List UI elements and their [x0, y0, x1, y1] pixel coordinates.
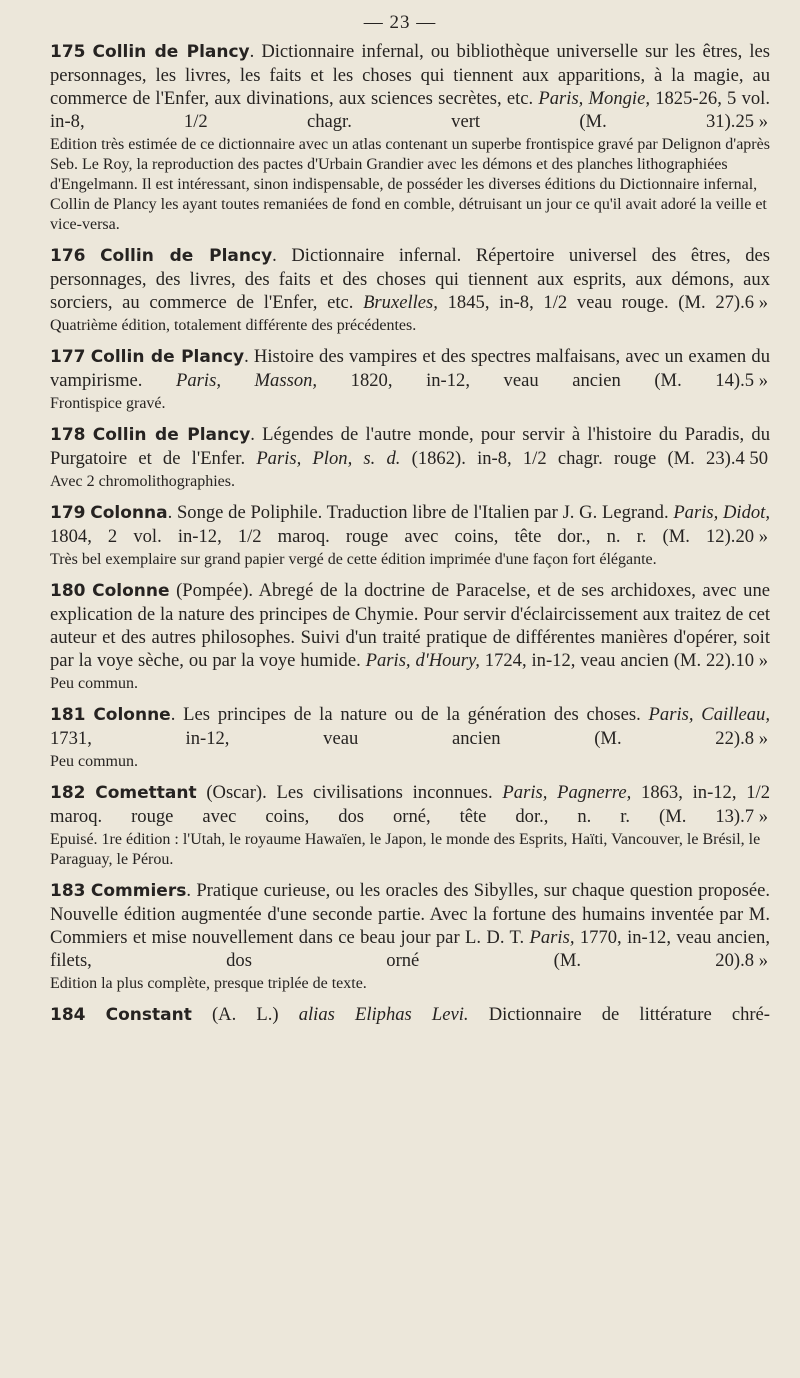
entry-note: Avec 2 chromolithographies. [50, 473, 235, 490]
entry-imprint: Paris, Plon, s. d. [256, 448, 401, 469]
entry-text: (Oscar). Les civilisations inconnues. [196, 782, 503, 803]
entry-text-end: 1845, in-8, 1/2 veau rouge. (M. 27). [437, 292, 745, 313]
entry-body [50, 423, 770, 470]
entry-price: 8 » [744, 728, 768, 749]
catalogue-entry [50, 879, 770, 994]
entry-body [50, 579, 770, 672]
entry-number: 177 [50, 347, 86, 367]
entry-price: 8 » [744, 950, 768, 971]
entry-text-end: 1770, in-12, veau ancien, filets, dos orné (M. 20). [50, 927, 771, 971]
entry-imprint: Bruxelles, [363, 292, 438, 313]
entry-text: . Les principes de la nature ou de la génération des choses. [170, 704, 649, 725]
entry-number: 183 [50, 881, 86, 901]
catalogue-entry [50, 781, 770, 870]
catalogue-entry [50, 244, 770, 336]
entry-text: . Dictionnaire infernal, ou bibliothèque universelle sur les êtres, les personnages, les livres, les faits et les choses qui tiennent aux apparitions, à la magie, au commerce de l'Enfer, aux divinations, aux sciences secrètes, etc. [50, 41, 770, 109]
entry-author: Constant [105, 1005, 192, 1025]
entry-body [50, 879, 770, 972]
entry-author: Colonne [93, 705, 171, 725]
entry-text: . Histoire des vampires et des spectres malfaisans, avec un examen du vampirisme. [50, 346, 771, 391]
entry-number: 182 [50, 783, 86, 803]
entry-imprint: Paris, Pagnerre, [502, 782, 632, 803]
entry-number: 178 [50, 425, 86, 445]
entry-imprint: Paris, [529, 927, 575, 948]
entry-body [50, 1003, 770, 1027]
entry-note: Très bel exemplaire sur grand papier vergé de cette édition imprimée d'une façon fort élégante. [50, 551, 657, 568]
entry-text-end: 1731, in-12, veau ancien (M. 22). [50, 728, 745, 749]
entry-text-end: (1862). in-8, 1/2 chagr. rouge (M. 23). [400, 448, 736, 469]
entry-imprint: Paris, Mongie, [538, 88, 650, 109]
page-number: — 23 — [363, 12, 437, 33]
catalogue-entry [50, 1003, 770, 1027]
entry-note: Peu commun. [50, 753, 138, 770]
entry-note: Frontispice gravé. [50, 395, 166, 412]
entry-imprint: Paris, Cailleau, [648, 704, 770, 725]
entry-body [50, 781, 770, 828]
entry-text-end: Dictionnaire de littérature chré- [468, 1004, 771, 1025]
entry-price: 25 » [735, 111, 768, 132]
entry-number: 179 [50, 503, 86, 523]
entry-body [50, 703, 770, 750]
entry-number: 181 [50, 705, 86, 725]
entry-author: Collin de Plancy [100, 246, 273, 266]
entry-author: Collin de Plancy [90, 347, 245, 367]
entry-number: 180 [50, 581, 86, 601]
entry-list [50, 40, 770, 1036]
entry-price: 10 » [735, 650, 768, 671]
entry-text-end: 1820, in-12, veau ancien (M. 14). [317, 370, 745, 391]
entry-body [50, 40, 770, 133]
catalogue-entry [50, 579, 770, 694]
catalogue-entry [50, 423, 770, 492]
entry-author: Colonna [90, 503, 168, 523]
entry-text: (A. L.) [191, 1004, 299, 1025]
entry-number: 175 [50, 42, 86, 62]
entry-note: Edition très estimée de ce dictionnaire avec un atlas contenant un superbe frontispice gravé par Delignon d'après Seb. Le Roy, la reproduction des pactes d'Urbain Grandier avec les démons et des planches lithographiées d'Engelmann. Il est intéressant, sinon indispensable, de posséder les diverses éditions du Dictionnaire infernal, Collin de Plancy les ayant toutes remaniées de fond en comble, détruisant un jour ce qu'il avait adoré la veille et vice-versa. [50, 136, 770, 233]
catalogue-entry [50, 501, 770, 570]
entry-note: Epuisé. 1re édition : l'Utah, le royaume Hawaïen, le Japon, le monde des Esprits, Haïti, Vancouver, le Brésil, le Paraguay, le Pérou. [50, 831, 761, 868]
entry-note: Peu commun. [50, 675, 138, 692]
entry-text: . Pratique curieuse, ou les oracles des Sibylles, sur chaque question proposée. Nouvelle édition augmentée d'une seconde partie. Avec la fortune des humains inventée par M. Commiers et mise nouvellement dans ce beau jour par L. D. T. [50, 880, 770, 948]
catalogue-entry [50, 345, 770, 414]
entry-body [50, 244, 770, 314]
entry-author: Comettant [95, 783, 197, 803]
entry-note: Edition la plus complète, presque triplée de texte. [50, 975, 367, 992]
entry-text-end: 1863, in-12, 1/2 maroq. rouge avec coins, dos orné, tête dor., n. r. (M. 13). [50, 782, 770, 827]
entry-text-end: 1825-26, 5 vol. in-8, 1/2 chagr. vert (M. 31). [50, 88, 770, 132]
entry-text: . Songe de Poliphile. Traduction libre de l'Italien par J. G. Legrand. [167, 502, 674, 523]
entry-author: Commiers [90, 881, 187, 901]
entry-number: 176 [50, 246, 86, 266]
entry-text: . Légendes de l'autre monde, pour servir à l'histoire du Paradis, du Purgatoire et de l'Enfer. [50, 424, 770, 469]
entry-author: Collin de Plancy [92, 425, 251, 445]
entry-author: Colonne [92, 581, 170, 601]
entry-number: 184 [50, 1005, 86, 1025]
entry-note: Quatrième édition, totalement différente des précédentes. [50, 317, 417, 334]
entry-text-end: 1724, in-12, veau ancien (M. 22). [479, 650, 736, 671]
entry-body [50, 501, 770, 548]
catalogue-entry [50, 40, 770, 235]
entry-text-end: 1804, 2 vol. in-12, 1/2 maroq. rouge avec coins, tête dor., n. r. (M. 12). [50, 526, 736, 547]
entry-imprint: Paris, Didot, [673, 502, 770, 523]
entry-imprint: Paris, d'Houry, [365, 650, 480, 671]
entry-author: Collin de Plancy [92, 42, 250, 62]
entry-price: 7 » [744, 806, 768, 827]
entry-price: 20 » [735, 526, 768, 547]
entry-imprint: Paris, Masson, [176, 370, 318, 391]
entry-text: . Dictionnaire infernal. Répertoire universel des êtres, des personnages, des livres, des faits et des choses qui tiennent aux esprits, aux démons, aux sorciers, au commerce de l'Enfer, etc. [50, 245, 771, 313]
entry-text: (Pompée). Abregé de la doctrine de Paracelse, et de ses archidoxes, avec une explication de la nature des principes de Chymie. Pour servir d'éclaircissement aux traitez de cet auteur et des autres philosophes. Suivi d'un traité pratique de différentes manières d'opérer, soit par la voye sèche, ou par la voye humide. [50, 580, 770, 671]
catalogue-entry [50, 703, 770, 772]
entry-imprint: alias Eliphas Levi. [298, 1004, 469, 1025]
entry-price: 5 » [744, 370, 768, 391]
entry-body [50, 345, 770, 392]
entry-price: 4 50 [735, 448, 768, 469]
entry-price: 6 » [744, 292, 768, 313]
